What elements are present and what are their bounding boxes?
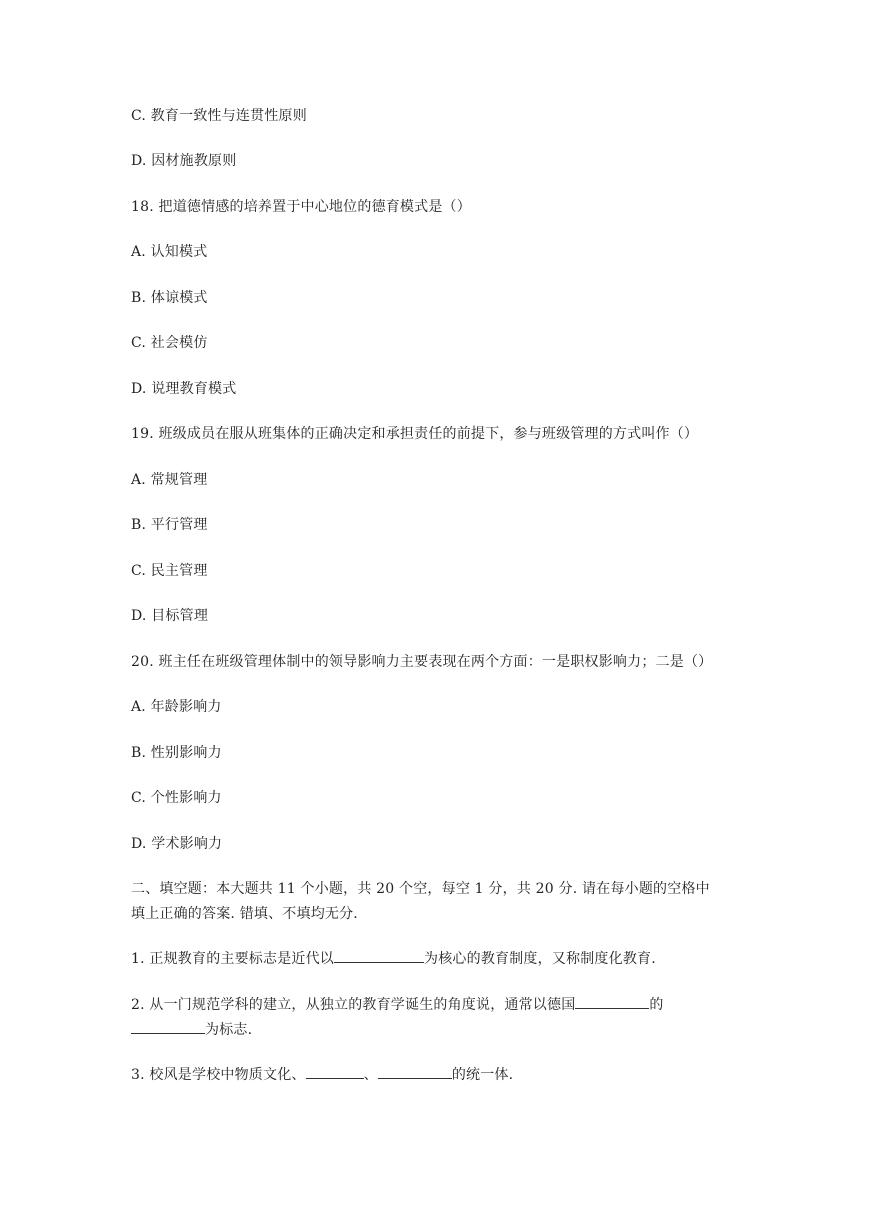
fill-1-prefix: 1. 正规教育的主要标志是近代以 bbox=[131, 951, 335, 967]
section-2-heading-line1: 二、填空题：本大题共 11 个小题，共 20 个空，每空 1 分，共 20 分. 请在每小题的空格中 bbox=[131, 881, 710, 897]
fill-2-suffix: 的 bbox=[649, 997, 664, 1013]
option-17c: C. 教育一致性与连贯性原则 bbox=[131, 108, 307, 124]
fill-1-blank bbox=[334, 948, 424, 963]
fill-question-3 bbox=[131, 1064, 513, 1086]
option-18d: D. 说理教育模式 bbox=[131, 381, 237, 397]
option-19d: D. 目标管理 bbox=[131, 608, 209, 624]
question-20: 20. 班主任在班级管理体制中的领导影响力主要表现在两个方面：一是职权影响力；二是（） bbox=[131, 654, 713, 670]
fill-3-suffix: 的统一体. bbox=[451, 1067, 514, 1083]
section-2-heading-line2: 填上正确的答案. 错填、不填均无分. bbox=[131, 906, 358, 922]
fill-1-suffix: 为核心的教育制度，又称制度化教育. bbox=[424, 951, 656, 967]
fill-2-blank-1 bbox=[575, 994, 649, 1009]
fill-3-blank-2 bbox=[378, 1064, 452, 1079]
option-19b: B. 平行管理 bbox=[131, 517, 208, 533]
fill-question-1 bbox=[131, 948, 656, 970]
fill-3-blank-1 bbox=[306, 1064, 364, 1079]
option-20c: C. 个性影响力 bbox=[131, 790, 222, 806]
fill-question-2-line1 bbox=[131, 994, 664, 1016]
question-18: 18. 把道德情感的培养置于中心地位的德育模式是（） bbox=[131, 199, 471, 215]
option-17d: D. 因材施教原则 bbox=[131, 153, 237, 169]
option-18c: C. 社会模仿 bbox=[131, 335, 208, 351]
option-18b: B. 体谅模式 bbox=[131, 290, 208, 306]
fill-2-prefix: 2. 从一门规范学科的建立，从独立的教育学诞生的角度说，通常以德国 bbox=[131, 997, 576, 1013]
question-19: 19. 班级成员在服从班集体的正确决定和承担责任的前提下，参与班级管理的方式叫作（） bbox=[131, 426, 699, 442]
option-19c: C. 民主管理 bbox=[131, 563, 208, 579]
option-18a: A. 认知模式 bbox=[131, 244, 208, 260]
fill-3-prefix: 3. 校风是学校中物质文化、 bbox=[131, 1067, 306, 1083]
fill-2-line2-suffix: 为标志. bbox=[205, 1022, 253, 1038]
fill-3-sep: 、 bbox=[363, 1067, 378, 1083]
option-19a: A. 常规管理 bbox=[131, 472, 208, 488]
option-20b: B. 性别影响力 bbox=[131, 745, 222, 761]
option-20d: D. 学术影响力 bbox=[131, 836, 223, 852]
fill-question-2-line2 bbox=[131, 1019, 252, 1041]
fill-2-blank-2 bbox=[131, 1019, 205, 1034]
option-20a: A. 年龄影响力 bbox=[131, 699, 222, 715]
